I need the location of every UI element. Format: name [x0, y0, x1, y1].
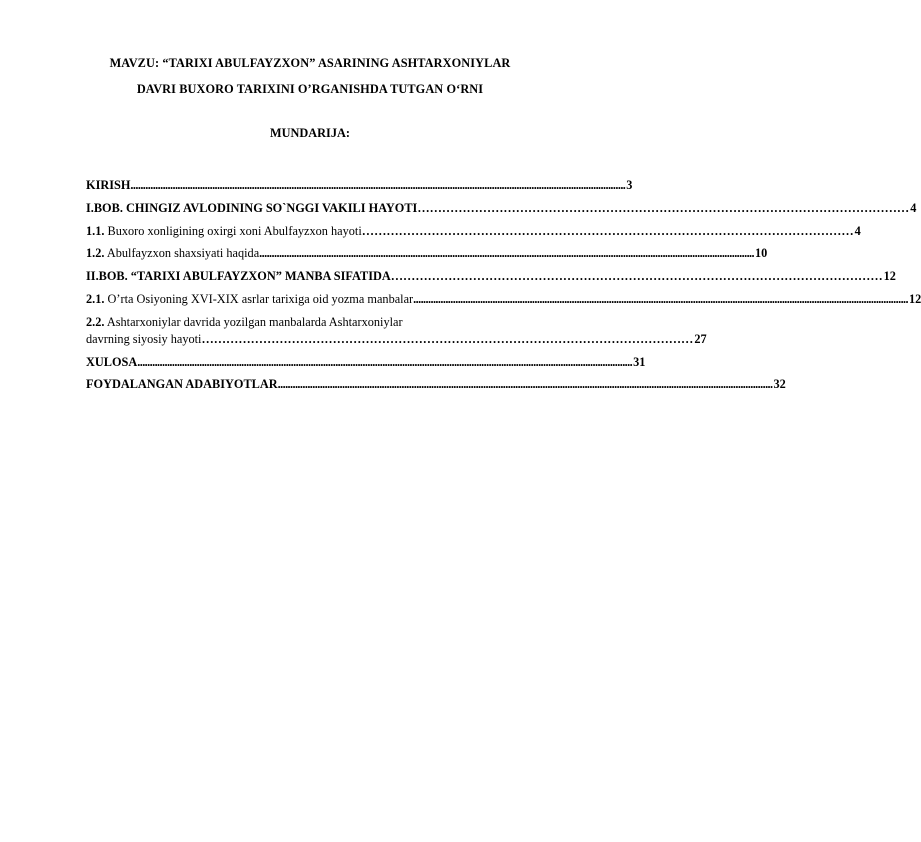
toc-entry-xulosa	[86, 354, 646, 378]
toc-entry-2-1	[86, 291, 921, 315]
dot-leader	[201, 332, 693, 347]
toc-entry-chapter-1	[86, 200, 917, 224]
dot-leader	[391, 269, 883, 284]
toc-section-number: 2.2.	[86, 314, 105, 329]
toc-entry-1-2	[86, 246, 768, 269]
toc-entry-label: Buxoro xonligining oxirgi xoni Abulfayzxon hayoti	[104, 223, 362, 238]
title-line-2: DAVRI BUXORO TARIXINI O’RGANISHDA TUTGAN O‘RNI	[136, 82, 484, 96]
dot-leader	[362, 224, 854, 239]
toc-entry-kirish	[86, 178, 633, 201]
dot-leader	[130, 178, 625, 193]
toc-section-number: 2.1.	[86, 291, 105, 306]
dot-leader	[259, 246, 754, 261]
toc-entry-label: Ashtarxoniylar davrida yozilgan manbalarda Ashtarxoniylar	[104, 314, 403, 329]
contents-heading: MUNDARIJA:	[270, 126, 350, 140]
toc-entry-label: XULOSA	[86, 354, 138, 369]
toc-page-number: 12	[883, 269, 896, 284]
toc-entry-2-2	[86, 315, 546, 332]
toc-page-number: 27	[694, 331, 707, 346]
toc-entry-label: Abulfayzxon shaxsiyati haqida	[104, 246, 260, 261]
toc-entry-2-2-continuation	[86, 331, 707, 355]
toc-page-number: 12	[909, 291, 921, 306]
toc-entry-1-1	[86, 223, 861, 247]
toc-entry-label: I.BOB. CHINGIZ AVLODINING SO`NGGI VAKILI HAYOTI	[86, 200, 418, 215]
toc-section-number: 1.1.	[86, 223, 105, 238]
toc-entry-label: KIRISH	[86, 178, 131, 192]
dot-leader	[137, 355, 632, 370]
toc-entry-label: O’rta Osiyoning XVI-XIX asrlar tarixiga oid yozma manbalar	[104, 291, 414, 306]
toc-entry-label: FOYDALANGAN ADABIYOTLAR	[86, 377, 278, 392]
toc-entry-label: II.BOB. “TARIXI ABULFAYZXON” MANBA SIFATIDA	[86, 269, 391, 284]
toc-page-number: 4	[910, 200, 917, 215]
dot-leader	[417, 201, 909, 216]
toc-entry-chapter-2	[86, 269, 896, 292]
dot-leader	[413, 292, 908, 307]
toc-page-number: 3	[626, 178, 633, 192]
toc-section-number: 1.2.	[86, 246, 105, 261]
toc-page-number: 31	[633, 354, 646, 369]
toc-entry-label: davrning siyosiy hayoti	[86, 331, 202, 346]
dot-leader	[278, 377, 773, 392]
toc-page-number: 32	[773, 377, 786, 392]
toc-page-number: 4	[854, 223, 861, 238]
table-of-contents	[86, 178, 921, 400]
toc-entry-bibliography	[86, 377, 786, 400]
toc-page-number: 10	[755, 246, 768, 261]
title-line-1: MAVZU: “TARIXI ABULFAYZXON” ASARINING ASHTARXONIYLAR	[109, 56, 511, 70]
